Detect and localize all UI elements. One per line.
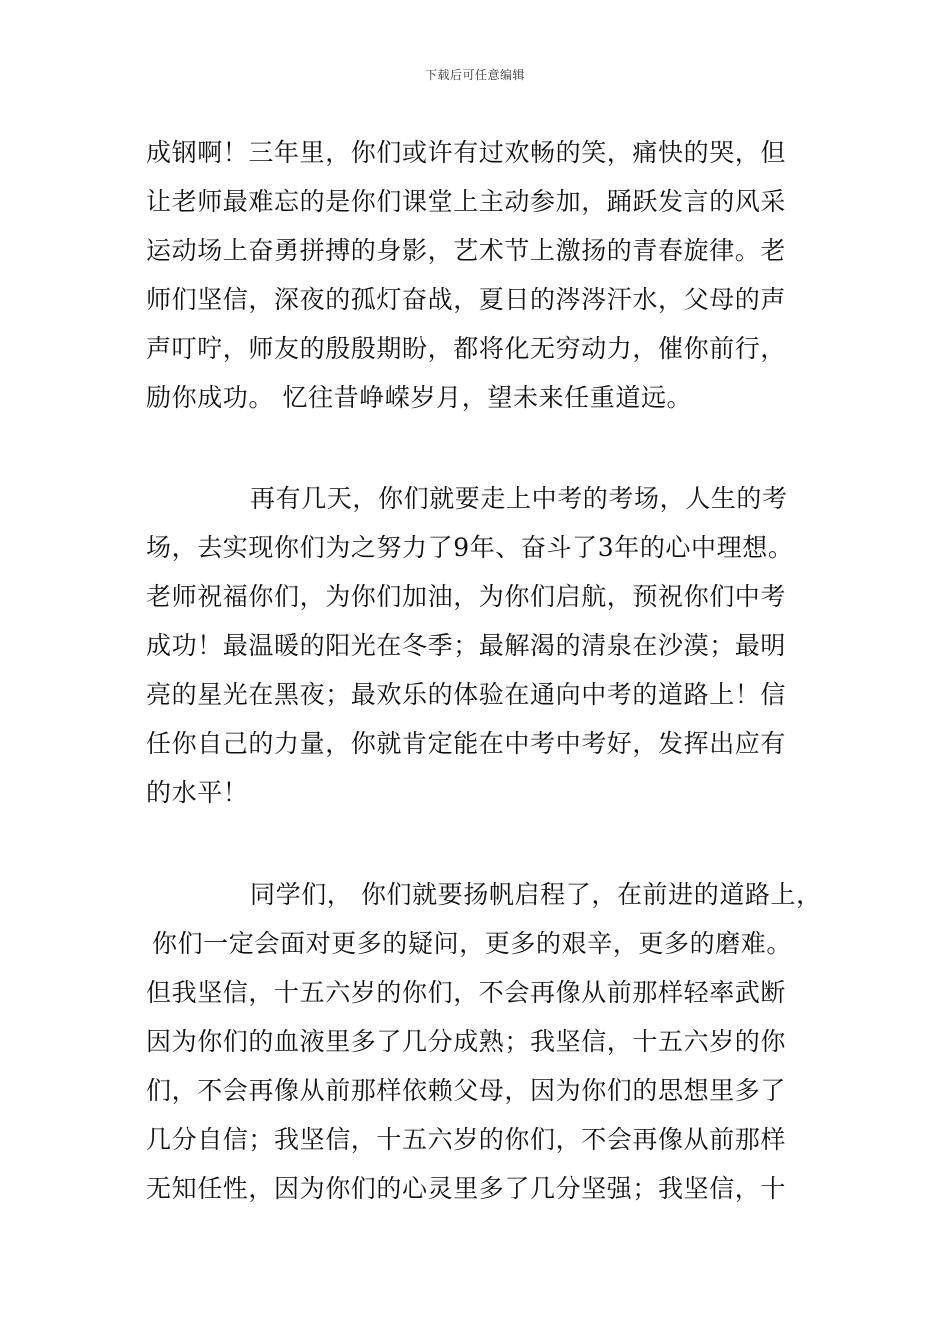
text-line: 你们一定会面对更多的疑问，更多的艰辛，更多的磨难。 [152, 929, 793, 958]
text-line: 再有几天，你们就要走上中考的考场，人生的考 [250, 484, 788, 513]
text-line: 成钢啊！三年里，你们或许有过欢畅的笑，痛快的哭，但 [146, 138, 787, 167]
text-line: 但我坚信，十五六岁的你们，不会再像从前那样轻率武断 [146, 978, 787, 1007]
text-line: 同学们， 你们就要扬帆启程了，在前进的道路上， [250, 880, 822, 909]
text-line: 几分自信；我坚信，十五六岁的你们，不会再像从前那样 [146, 1125, 787, 1154]
text-line: 成功！最温暖的阳光在冬季；最解渴的清泉在沙漠；最明 [146, 631, 787, 660]
paragraph-3 [146, 870, 826, 1213]
text-line: 老师祝福你们，为你们加油，为你们启航，预祝你们中考 [146, 582, 787, 611]
text-line: 的水平！ [146, 778, 249, 807]
text-line: 无知任性，因为你们的心灵里多了几分坚强；我坚信，十 [146, 1174, 787, 1203]
text-line: 任你自己的力量，你就肯定能在中考中考好，发挥出应有 [146, 729, 787, 758]
page-header: 下载后可任意编辑 [424, 68, 525, 82]
text-line: 让老师最难忘的是你们课堂上主动参加，踊跃发言的风采 [146, 187, 787, 216]
text-line: 师们坚信，深夜的孤灯奋战，夏日的涔涔汗水，父母的声 [146, 285, 787, 314]
text-line: 运动场上奋勇拼搏的身影，艺术节上激扬的青春旋律。老 [146, 236, 787, 265]
text-line: 亮的星光在黑夜；最欢乐的体验在通向中考的道路上！信 [146, 680, 787, 709]
paragraph-1 [146, 128, 826, 422]
text-line: 场，去实现你们为之努力了9年、奋斗了3年的心中理想。 [146, 533, 794, 562]
paragraph-2 [146, 474, 826, 817]
text-line: 因为你们的血液里多了几分成熟；我坚信，十五六岁的你 [146, 1027, 787, 1056]
text-line: 声叮咛，师友的殷殷期盼，都将化无穷动力，催你前行， [146, 334, 787, 363]
text-line: 们，不会再像从前那样依赖父母，因为你们的思想里多了 [146, 1076, 787, 1105]
text-line: 励你成功。 忆往昔峥嵘岁月，望未来任重道远。 [146, 383, 693, 412]
